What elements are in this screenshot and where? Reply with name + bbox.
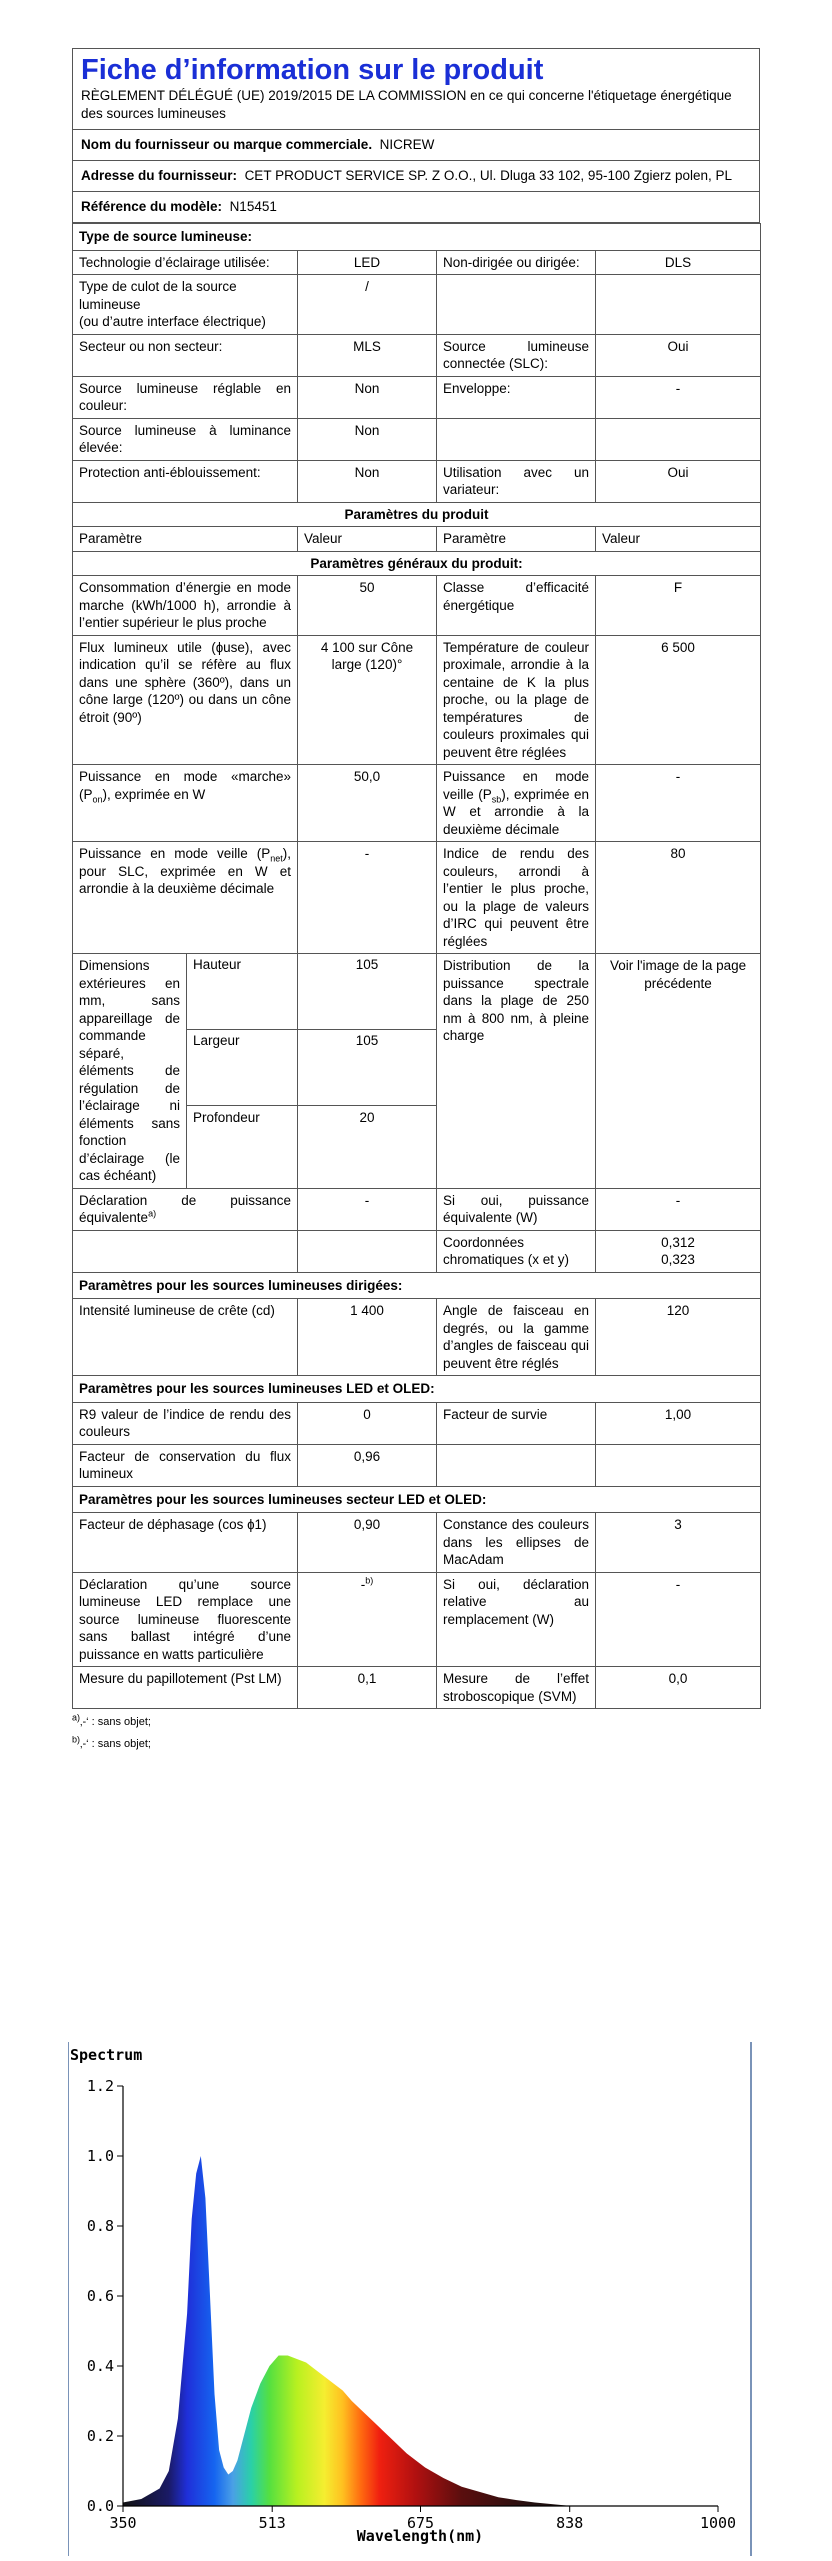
macadam-label: Constance des couleurs dans les ellipses de MacAdam [437,1513,596,1573]
mains-value: MLS [298,334,437,376]
equivalent-watts-label: Si oui, puissance équivalente (W) [437,1188,596,1230]
on-mode-power-label: Puissance en mode «marche» $(P_{on})$, exprimée en W [73,765,298,842]
directional-label: Non-dirigée ou dirigée: [437,250,596,275]
table-row [73,1188,761,1230]
r9-label: R9 valeur de l’indice de rendu des couleurs [73,1402,298,1444]
table-row [73,1402,761,1444]
footnote-a: $^{a)}$‚-‘ : sans objet; [72,1712,151,1728]
table-row [73,842,761,954]
energy-class-label: Classe d’efficacité énergétique [437,576,596,636]
dimmable-label: Utilisation avec un variateur: [437,460,596,502]
mains-label: Secteur ou non secteur: [73,334,298,376]
y-tick-label: 0.0 [86,2497,114,2515]
empty-cell [437,275,596,335]
colour-rendering-value: 80 [596,842,761,954]
envelope-value: - [596,376,761,418]
energy-consumption-label: Consommation d’énergie en mode marche (kWh/1000 h), arrondie à l’entier supérieur le plus proche [73,576,298,636]
flicker-label: Mesure du papillotement (Pst LM) [73,1667,298,1709]
table-row [73,954,761,1030]
r9-value: 0 [298,1402,437,1444]
x-axis-label: Wavelength(nm) [356,2527,484,2545]
mains-heading: Paramètres pour les sources lumineuses secteur LED et OLED: [73,1486,761,1513]
equivalent-power-value: - [298,1188,437,1230]
macadam-value: 3 [596,1513,761,1573]
table-row [73,635,761,765]
table-row [73,418,761,460]
replacement-watts-value: - [596,1572,761,1667]
empty-cell [596,418,761,460]
led-oled-heading: Paramètres pour les sources lumineuses LED et OLED: [73,1376,761,1403]
table-row [73,460,761,502]
standby-power-value: - [596,765,761,842]
regulation-text: RÈGLEMENT DÉLÉGUÉ (UE) 2019/2015 DE LA COMMISSION en ce qui concerne l'étiquetage énergétique des sources lumineuses [81,88,732,121]
empty-cell [596,1444,761,1486]
table-row [73,1572,761,1667]
colour-tuneable-label: Source lumineuse réglable en couleur: [73,376,298,418]
high-luminance-label: Source lumineuse à luminance élevée: [73,418,298,460]
supplier-address-row [72,161,760,192]
energy-class-value: F [596,576,761,636]
spectral-distribution-value: Voir l'image de la page précédente [596,954,761,1189]
table-row [73,250,761,275]
y-tick-label: 1.2 [86,2077,114,2095]
connected-source-value: Oui [596,334,761,376]
product-table [72,223,761,1709]
empty-cell [73,1230,298,1272]
page-title: Fiche d’information sur le produit [81,54,544,86]
footnote-b: $^{b)}$‚-‘ : sans objet; [72,1734,151,1750]
supplier-name-label: Nom du fournisseur ou marque commerciale. [81,137,373,152]
height-value: 105 [298,954,437,1030]
anti-glare-label: Protection anti-éblouissement: [73,460,298,502]
table-row [73,1230,761,1272]
chromaticity-value [596,1230,761,1272]
beam-angle-label: Angle de faisceau en degrés, ou la gamme d’angles de faisceau qui peuvent être réglés [437,1299,596,1376]
anti-glare-value: Non [298,460,437,502]
table-row [73,275,761,335]
width-label: Largeur [187,1029,298,1105]
plot-area [87,2077,736,2532]
col-param-header-2: Paramètre [437,527,596,552]
spectrum-area [123,2156,572,2506]
width-value: 105 [298,1029,437,1105]
peak-intensity-value: 1 400 [298,1299,437,1376]
table-row [73,376,761,418]
flux-maintenance-value: 0,96 [298,1444,437,1486]
networked-standby-value: - [298,842,437,954]
stroboscopic-value: 0,0 [596,1667,761,1709]
chart-title: Spectrum [70,2046,143,2064]
footnotes [72,1709,760,1755]
cap-type-value: / [298,275,437,335]
dimmable-value: Oui [596,460,761,502]
cap-type-label [73,275,298,335]
y-tick-label: 0.8 [86,2217,114,2235]
supplier-name-row [72,130,760,161]
depth-value: 20 [298,1105,437,1188]
x-tick-label: 350 [109,2514,137,2532]
displacement-factor-value: 0,90 [298,1513,437,1573]
y-tick-label: 0.4 [86,2357,114,2375]
displacement-factor-label: Facteur de déphasage (cos ɸ1) [73,1513,298,1573]
cap-type-label-main: Type de culot de la source lumineuse [79,279,237,312]
x-tick-label: 513 [258,2514,286,2532]
dimensions-label: Dimensions extérieures en mm, sans appareillage de commande séparé, éléments de régulation de l’éclairage ni éléments sans fonction d’éclairage (le cas échéant) [73,954,187,1189]
chromaticity-label: Coordonnées chromatiques (x et y) [437,1230,596,1272]
survival-factor-value: 1,00 [596,1402,761,1444]
replacement-value: -$^{b)}$ [298,1572,437,1667]
connected-source-label: Source lumineuse connectée (SLC): [437,334,596,376]
peak-intensity-label: Intensité lumineuse de crête (cd) [73,1299,298,1376]
x-tick-label: 675 [406,2514,435,2532]
spectral-distribution-label: Distribution de la puissance spectrale dans la plage de 250 nm à 800 nm, à pleine charge [437,954,596,1189]
y-tick-label: 0.6 [86,2287,114,2305]
standby-power-label: Puissance en mode veille $(P_{sb})$, exprimée en W et arrondie à la deuxième décimale [437,765,596,842]
model-reference-label: Référence du modèle: [81,199,223,214]
envelope-label: Enveloppe: [437,376,596,418]
supplier-address-label: Adresse du fournisseur: [81,168,238,183]
chromaticity-x: 0,312 [661,1234,695,1250]
table-row [73,1667,761,1709]
spectrum-chart-svg [68,2036,752,2556]
table-row [73,1444,761,1486]
on-mode-power-value: 50,0 [298,765,437,842]
lighting-technology-value: LED [298,250,437,275]
colour-tuneable-value: Non [298,376,437,418]
general-params-heading: Paramètres généraux du produit: [73,551,761,576]
spectrum-chart [68,2036,752,2556]
equivalent-watts-value: - [596,1188,761,1230]
lighting-technology-label: Technologie d’éclairage utilisée: [73,250,298,275]
depth-label: Profondeur [187,1105,298,1188]
empty-cell [437,418,596,460]
x-tick-label: 1000 [699,2514,737,2532]
luminous-flux-label: Flux lumineux utile (ɸuse), avec indication qu’il se réfère au flux dans une sphère (360º), dans un cône large (120º) ou dans un cône étroit (90º) [73,635,298,765]
chromaticity-y: 0,323 [661,1252,695,1267]
sheet-header [72,48,760,130]
col-value-header: Valeur [298,527,437,552]
table-row [73,1513,761,1573]
table-row [73,576,761,636]
col-param-header: Paramètre [73,527,298,552]
luminous-flux-value: 4 100 sur Cône large (120)° [298,635,437,765]
survival-factor-label: Facteur de survie [437,1402,596,1444]
colour-temperature-label: Température de couleur proximale, arrondie à la centaine de K la plus proche, ou la plage de températures de couleurs proximales qui peuvent être réglées [437,635,596,765]
product-params-heading: Paramètres du produit [73,502,761,527]
colour-temperature-value: 6 500 [596,635,761,765]
replacement-label: Déclaration qu’une source lumineuse LED remplace une source lumineuse fluorescente sans ballast intégré d’une puissance en watts particulière [73,1572,298,1667]
table-row [73,334,761,376]
product-information-sheet [72,48,760,1755]
flux-maintenance-label: Facteur de conservation du flux lumineux [73,1444,298,1486]
beam-angle-value: 120 [596,1299,761,1376]
energy-consumption-value: 50 [298,576,437,636]
table-row [73,1299,761,1376]
empty-cell [298,1230,437,1272]
y-tick-label: 0.2 [86,2427,114,2445]
equivalent-power-label: Déclaration de puissance équivalente$^{a)}$ [73,1188,298,1230]
x-tick-label: 838 [556,2514,584,2532]
stroboscopic-label: Mesure de l’effet stroboscopique (SVM) [437,1667,596,1709]
y-tick-label: 1.0 [86,2147,114,2165]
empty-cell [437,1444,596,1486]
supplier-address-value: CET PRODUCT SERVICE SP. Z O.O., Ul. Dluga 33 102, 95-100 Zgierz polen, PL [244,168,733,183]
directional-value: DLS [596,250,761,275]
column-header-row [73,527,761,552]
replacement-watts-label: Si oui, déclaration relative au remplacement (W) [437,1572,596,1667]
cap-type-label-note: (ou d’autre interface électrique) [79,314,266,329]
table-row [73,765,761,842]
networked-standby-label: Puissance en mode veille $(P_{net})$, pour SLC, exprimée en W et arrondie à la deuxième décimale [73,842,298,954]
height-label: Hauteur [187,954,298,1030]
flicker-value: 0,1 [298,1667,437,1709]
colour-rendering-label: Indice de rendu des couleurs, arrondi à l’entier le plus proche, ou la plage de valeurs d’IRC qui peuvent être réglées [437,842,596,954]
empty-cell [596,275,761,335]
col-value-header-2: Valeur [596,527,761,552]
supplier-name-value: NICREW [379,137,435,152]
high-luminance-value: Non [298,418,437,460]
model-reference-value: N15451 [229,199,277,214]
source-type-heading: Type de source lumineuse: [73,224,761,251]
directional-heading: Paramètres pour les sources lumineuses dirigées: [73,1272,761,1299]
model-reference-row [72,192,760,223]
